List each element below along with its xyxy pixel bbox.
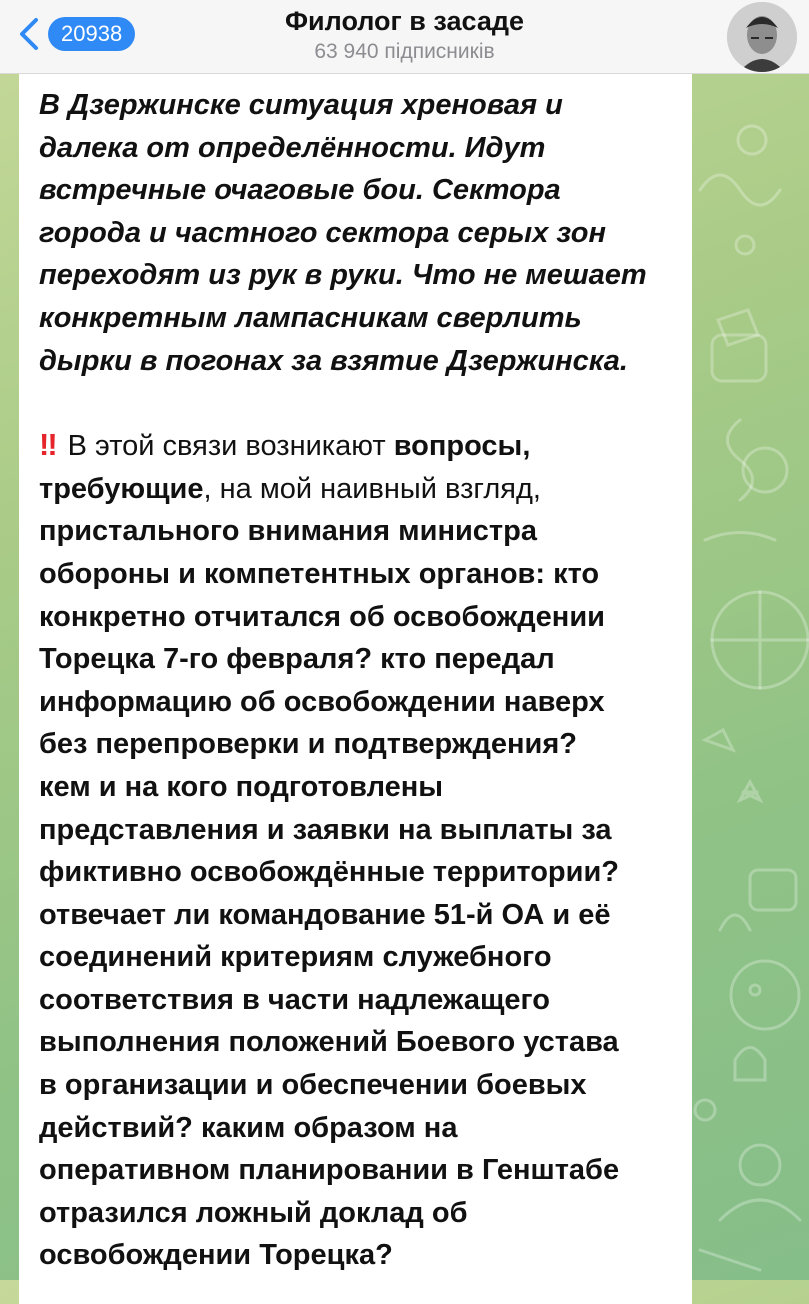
channel-avatar[interactable] <box>727 2 797 72</box>
message-questions-paragraph <box>39 424 674 1277</box>
channel-title: Филолог в засаде <box>285 6 524 36</box>
unread-count-badge: 20938 <box>48 17 135 51</box>
questions-lead-text: В этой связи возникают <box>67 430 394 463</box>
chat-header <box>0 0 809 74</box>
paragraph-gap <box>39 382 674 424</box>
questions-mid-text: , на мой наивный взгляд, <box>203 472 541 505</box>
questions-bold-text-2: пристального внимания министра обороны и компетентных органов: кто конкретно отчитался об освобождении Торецка 7-го февраля? кто передал информацию об освобождении наверх без перепроверки и подтверждения? кем и на кого подготовлены представления и заявки на выплаты за фиктивно освобождённые территории? отвечает ли командование 51-й ОА и её соединений критериям служебного соответствия в части надлежащего выполнения положений Боевого устава в организации и обеспечении боевых действий? каким образом на оперативном планировании в Генштабе отразился ложный доклад об освобождении Торецка? <box>39 515 620 1272</box>
back-button[interactable] <box>12 14 135 54</box>
message-bubble[interactable] <box>19 74 692 1304</box>
avatar-portrait-icon <box>727 2 797 72</box>
channel-info[interactable] <box>200 4 609 66</box>
message-intro-paragraph: В Дзержинске ситуация хреновая и далека от определённости. Идут встречные очаговые бои. Сектора города и частного сектора серых зон переходят из рук в руки. Что не мешает конкретным лампасникам сверлить дырки в погонах за взятие Дзержинска. <box>39 89 647 377</box>
questions-bold-text-1: вопросы, требующие <box>39 430 531 505</box>
double-exclamation-icon: !! <box>39 427 56 463</box>
chevron-left-icon <box>12 14 46 54</box>
subscriber-count: 63 940 підписників <box>314 40 495 63</box>
